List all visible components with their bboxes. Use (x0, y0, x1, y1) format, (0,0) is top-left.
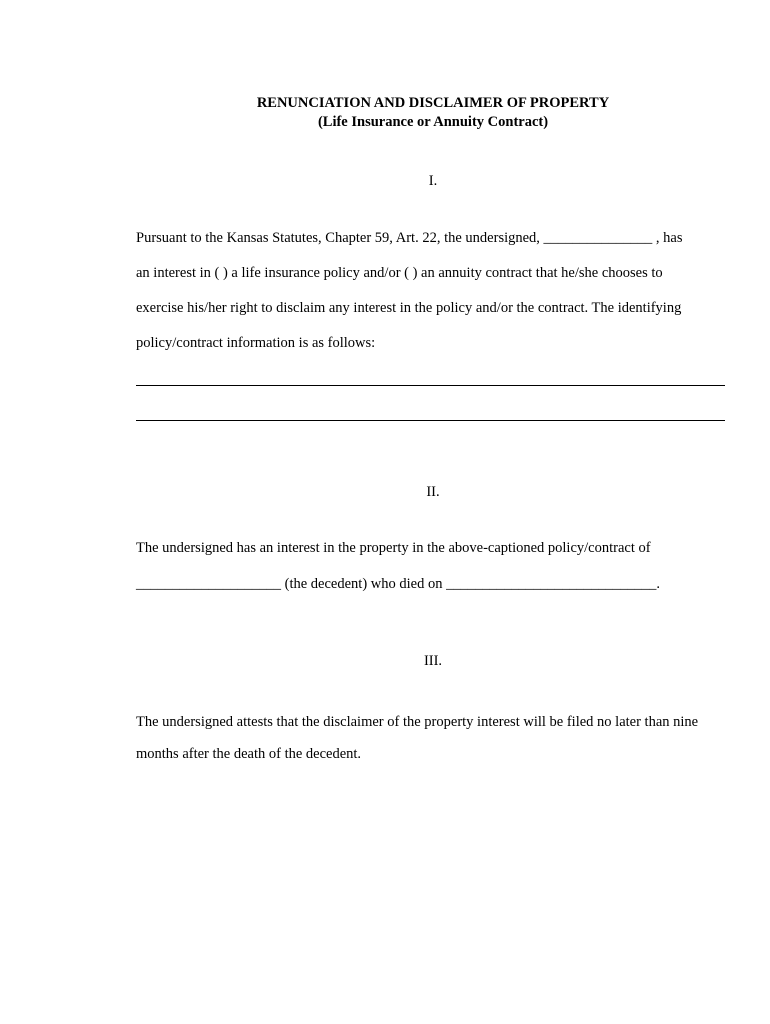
policy-info-blank-line-1[interactable] (136, 385, 725, 386)
section-2-line-1: The undersigned has an interest in the property in the above-captioned policy/contract of (136, 540, 651, 556)
section-1-line-2: an interest in ( ) a life insurance policy and/or ( ) an annuity contract that he/she chooses to (136, 265, 663, 281)
section-3-line-2: months after the death of the decedent. (136, 746, 362, 762)
section-number-2: II. (426, 484, 440, 500)
policy-info-blank-line-2[interactable] (136, 420, 725, 421)
section-1-line-1: Pursuant to the Kansas Statutes, Chapter 59, Art. 22, the undersigned, _______________ , has (136, 230, 683, 246)
document-title: RENUNCIATION AND DISCLAIMER OF PROPERTY (256, 95, 610, 111)
section-2-line-2: ____________________ (the decedent) who died on _____________________________. (136, 576, 660, 592)
section-number-1: I. (428, 173, 438, 189)
section-3-line-1: The undersigned attests that the disclaimer of the property interest will be filed no later than nine (136, 714, 699, 730)
section-number-3: III. (423, 653, 443, 669)
document-subtitle: (Life Insurance or Annuity Contract) (317, 114, 549, 130)
section-1-line-3: exercise his/her right to disclaim any interest in the policy and/or the contract. The identifying (136, 300, 682, 316)
section-1-line-4: policy/contract information is as follows: (136, 335, 376, 351)
